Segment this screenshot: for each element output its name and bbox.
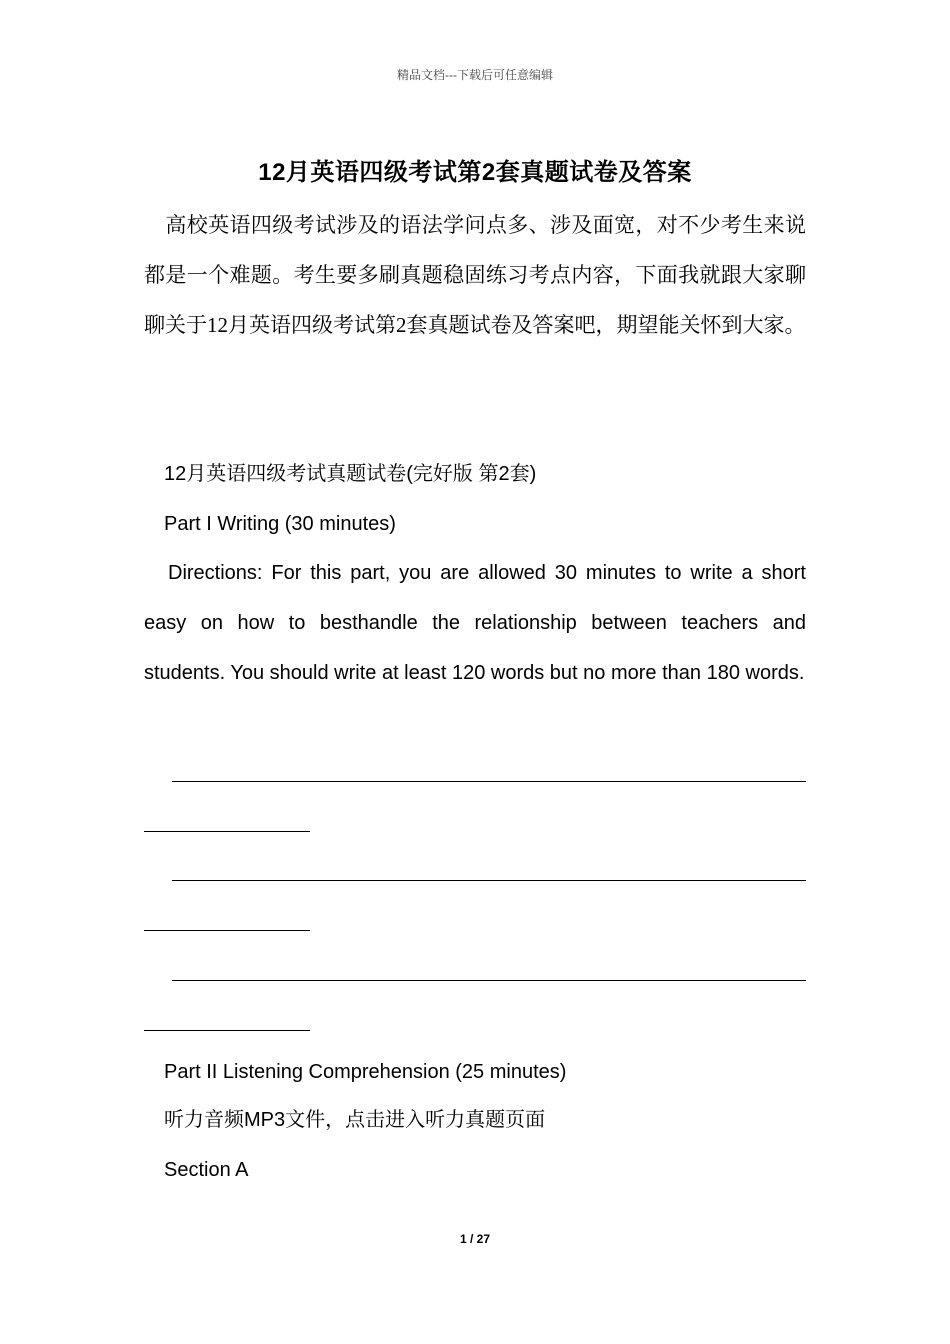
- part2-heading: Part II Listening Comprehension (25 minutes): [164, 1061, 567, 1083]
- audio-link[interactable]: 听力音频MP3文件，点击进入听力真题页面: [164, 1109, 546, 1131]
- part1-directions: Directions: For this part, you are allowed 30 minutes to write a short easy on how to besthandle the relationship between teachers and students. You should write at least 120 words but no more than 180 words.: [144, 562, 806, 684]
- part1-heading: Part I Writing (30 minutes): [164, 513, 396, 535]
- intro-paragraph: [144, 200, 806, 350]
- intro-text: 高校英语四级考试涉及的语法学问点多、涉及面宽，对不少考生来说都是一个难题。考生要多刷真题稳固练习考点内容，下面我就跟大家聊聊关于12月英语四级考试第2套真题试卷及答案吧，期望能关怀到大家。: [144, 213, 806, 337]
- answer-line: [144, 1030, 310, 1031]
- answer-line: [172, 880, 806, 881]
- answer-line: [144, 831, 310, 832]
- section-a-heading: Section A: [164, 1159, 249, 1181]
- answer-line: [144, 930, 310, 931]
- answer-line: [172, 781, 806, 782]
- page-header: 精品文档---下载后可任意编辑: [397, 68, 553, 82]
- exam-heading: 12月英语四级考试真题试卷(完好版 第2套): [164, 463, 537, 485]
- answer-line: [172, 980, 806, 981]
- document-title: 12月英语四级考试第2套真题试卷及答案: [258, 159, 692, 186]
- page-number: 1 / 27: [459, 1232, 491, 1246]
